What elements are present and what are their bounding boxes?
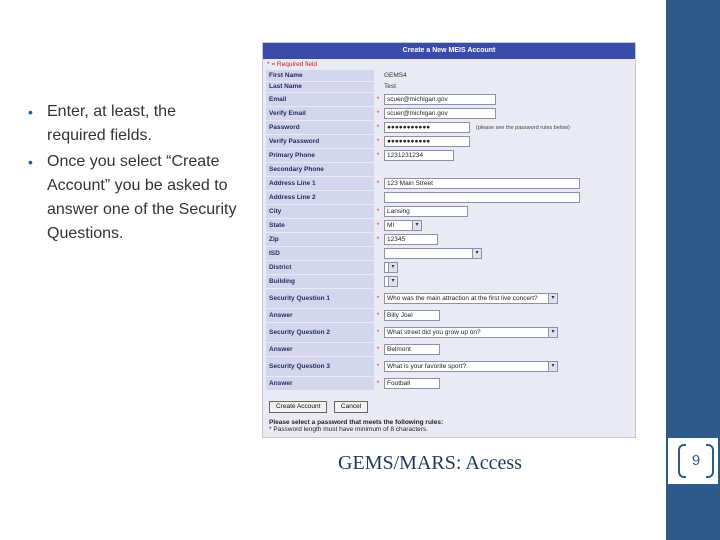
chevron-down-icon: ▾ (388, 263, 397, 272)
field-label: Secondary Phone (266, 162, 374, 176)
password-rules (269, 419, 635, 433)
bullet-list (28, 100, 238, 248)
text-input[interactable]: Lansing (384, 206, 468, 217)
form-row (266, 148, 624, 162)
form-row (266, 70, 624, 81)
account-form (266, 70, 624, 391)
cancel-button[interactable]: Cancel (334, 401, 368, 413)
page-number: 9 (691, 452, 701, 469)
text-input[interactable] (384, 192, 580, 203)
field-cell (382, 308, 624, 322)
form-row (266, 176, 624, 190)
select-value: What street did you grow up on? (387, 328, 481, 336)
required-marker: * (376, 151, 380, 159)
form-row (266, 162, 624, 176)
text-input[interactable]: ●●●●●●●●●●● (384, 136, 470, 147)
field-cell (382, 356, 624, 376)
required-marker: * (376, 207, 380, 215)
form-row (266, 134, 624, 148)
field-cell (382, 148, 624, 162)
field-cell (382, 376, 624, 390)
form-row (266, 246, 624, 260)
required-marker (374, 274, 382, 288)
select-dropdown[interactable] (384, 361, 558, 372)
form-row (266, 342, 624, 356)
field-cell (382, 204, 624, 218)
required-marker: * (376, 137, 380, 145)
field-label: Answer (266, 376, 374, 390)
create-account-button[interactable]: Create Account (269, 401, 327, 413)
select-dropdown[interactable] (384, 248, 482, 259)
field-cell (382, 288, 624, 308)
form-row (266, 218, 624, 232)
form-row (266, 376, 624, 390)
form-row (266, 120, 624, 134)
form-row (266, 260, 624, 274)
field-cell (382, 70, 624, 81)
chevron-down-icon: ▾ (548, 328, 557, 337)
select-value: MI (387, 221, 395, 229)
text-input[interactable]: 123 Main Street (384, 178, 580, 189)
form-row (266, 81, 624, 92)
field-cell (382, 92, 624, 106)
field-label: Verify Password (266, 134, 374, 148)
required-marker (374, 162, 382, 176)
required-marker: * (376, 345, 380, 353)
field-cell (382, 232, 624, 246)
form-row (266, 274, 624, 288)
field-label: Security Question 1 (266, 288, 374, 308)
field-label: Building (266, 274, 374, 288)
required-marker (374, 246, 382, 260)
field-cell (382, 260, 624, 274)
field-cell (382, 162, 624, 176)
field-label: City (266, 204, 374, 218)
field-cell (382, 134, 624, 148)
field-label: Address Line 1 (266, 176, 374, 190)
required-marker (374, 70, 382, 81)
required-marker: * (376, 235, 380, 243)
field-cell (382, 106, 624, 120)
text-input[interactable]: Belmont (384, 344, 440, 355)
text-input[interactable]: 1231231234 (384, 150, 454, 161)
form-row (266, 232, 624, 246)
required-marker: * (376, 109, 380, 117)
select-value: Who was the main attraction at the first live concert? (387, 294, 538, 302)
account-form-screenshot (262, 42, 636, 438)
field-cell (382, 218, 624, 232)
form-row (266, 106, 624, 120)
field-cell (382, 176, 624, 190)
required-marker: * (376, 179, 380, 187)
required-marker: * (376, 294, 380, 302)
field-label: District (266, 260, 374, 274)
required-note: * = Required field (267, 61, 318, 68)
field-label: Last Name (266, 81, 374, 92)
field-value: Test (384, 83, 396, 90)
bullet-text: Enter, at least, the required fields. (47, 103, 176, 144)
select-value: What is your favorite sport? (387, 362, 467, 370)
chevron-down-icon: ▾ (388, 277, 397, 286)
field-label: Answer (266, 342, 374, 356)
text-input[interactable]: scuer@michigan.gov (384, 94, 496, 105)
required-marker: * (376, 123, 380, 131)
form-row (266, 356, 624, 376)
field-cell (382, 120, 624, 134)
field-cell (382, 190, 624, 204)
chevron-down-icon: ▾ (472, 249, 481, 258)
required-marker: * (376, 311, 380, 319)
form-title: Create a New MEIS Account (263, 43, 635, 59)
bullet-dot-icon: • (28, 104, 33, 120)
field-label: First Name (266, 70, 374, 81)
field-label: Answer (266, 308, 374, 322)
select-dropdown[interactable] (384, 220, 422, 231)
field-cell (382, 342, 624, 356)
text-input[interactable]: ●●●●●●●●●●● (384, 122, 470, 133)
bullet-item (28, 150, 238, 246)
form-buttons (269, 395, 635, 413)
select-dropdown[interactable] (384, 276, 398, 287)
field-label: Password (266, 120, 374, 134)
bullet-dot-icon: • (28, 154, 33, 170)
password-rule: * Password length must have minimum of 8 characters. (269, 425, 428, 433)
bullet-item (28, 100, 238, 148)
password-rules-title: Please select a password that meets the following rules: (269, 418, 444, 426)
form-row (266, 204, 624, 218)
field-value: GEMS4 (384, 72, 407, 79)
field-label: Zip (266, 232, 374, 246)
required-marker (374, 190, 382, 204)
text-input[interactable]: 12345 (384, 234, 438, 245)
required-marker: * (376, 221, 380, 229)
text-input[interactable]: Football (384, 378, 440, 389)
select-dropdown[interactable] (384, 327, 558, 338)
field-label: Email (266, 92, 374, 106)
field-cell (382, 322, 624, 342)
form-row (266, 288, 624, 308)
field-label: Address Line 2 (266, 190, 374, 204)
field-label: State (266, 218, 374, 232)
field-label: Primary Phone (266, 148, 374, 162)
field-cell (382, 246, 624, 260)
form-row (266, 308, 624, 322)
slide-caption: GEMS/MARS: Access (338, 452, 522, 474)
text-input[interactable]: scuer@michigan.gov (384, 108, 496, 119)
required-marker (374, 81, 382, 92)
chevron-down-icon: ▾ (412, 221, 421, 230)
password-hint: (please see the password rules below) (476, 124, 570, 131)
bullet-text: Once you select “Create Account” you be asked to answer one of the Security Questions. (47, 153, 237, 242)
form-row (266, 190, 624, 204)
chevron-down-icon: ▾ (548, 294, 557, 303)
required-marker: * (376, 95, 380, 103)
field-label: ISD (266, 246, 374, 260)
required-marker: * (376, 328, 380, 336)
field-cell (382, 274, 624, 288)
form-row (266, 322, 624, 342)
required-marker: * (376, 362, 380, 370)
required-marker (374, 260, 382, 274)
chevron-down-icon: ▾ (548, 362, 557, 371)
required-marker: * (376, 379, 380, 387)
field-label: Security Question 3 (266, 356, 374, 376)
field-label: Security Question 2 (266, 322, 374, 342)
field-cell (382, 81, 624, 92)
select-dropdown[interactable] (384, 262, 398, 273)
form-row (266, 92, 624, 106)
text-input[interactable]: Billy Joel (384, 310, 440, 321)
select-dropdown[interactable] (384, 293, 558, 304)
field-label: Verify Email (266, 106, 374, 120)
